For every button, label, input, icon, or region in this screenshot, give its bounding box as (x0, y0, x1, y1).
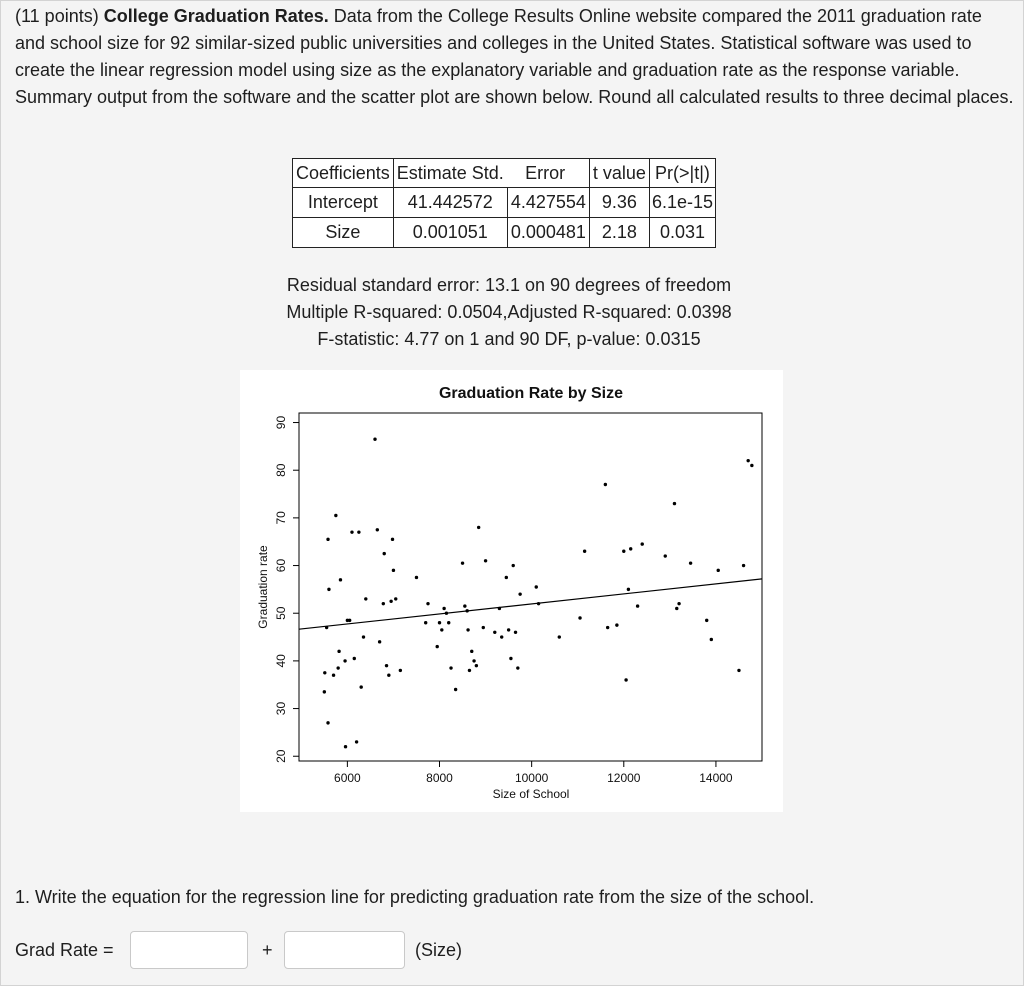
question-intro (15, 3, 1015, 111)
table-header-cell: Coefficients (293, 159, 394, 188)
data-point (475, 664, 478, 667)
table-cell: 0.031 (649, 218, 715, 248)
data-point (558, 635, 561, 638)
data-point (325, 626, 328, 629)
data-point (537, 602, 540, 605)
table-row (293, 188, 716, 218)
data-point (336, 666, 339, 669)
data-point (622, 550, 625, 553)
table-header-cell: Error (507, 159, 589, 188)
data-point (500, 635, 503, 638)
data-point (624, 678, 627, 681)
data-point (323, 671, 326, 674)
data-point (470, 650, 473, 653)
data-point (426, 602, 429, 605)
data-point (389, 600, 392, 603)
data-point (362, 635, 365, 638)
data-point (482, 626, 485, 629)
data-point (742, 564, 745, 567)
table-cell: 41.442572 (393, 188, 507, 218)
data-point (392, 569, 395, 572)
intercept-input[interactable] (130, 931, 248, 969)
regression-summary (241, 272, 777, 353)
table-header-cell: Pr(>|t|) (649, 159, 715, 188)
table-cell: 0.001051 (393, 218, 507, 248)
question-title: College Graduation Rates. (103, 6, 329, 26)
data-point (465, 609, 468, 612)
data-point (468, 669, 471, 672)
data-point (357, 530, 360, 533)
data-point (353, 657, 356, 660)
chart-title: Graduation Rate by Size (438, 385, 624, 402)
y-tick-label: 40 (274, 654, 288, 668)
data-point (445, 612, 448, 615)
data-point (378, 640, 381, 643)
scatter-plot-svg (240, 370, 783, 812)
data-point (750, 464, 753, 467)
data-point (641, 542, 644, 545)
data-point (343, 659, 346, 662)
data-point (615, 623, 618, 626)
data-point (385, 664, 388, 667)
data-point (387, 673, 390, 676)
data-point (326, 721, 329, 724)
grad-rate-label: Grad Rate = (15, 940, 114, 960)
question-text: Data from the College Results Online website compared the 2011 graduation rate and school size for 92 similar-sized public universities and colleges in the United States. Statistical software was used to create the linear regression model using size as the explanatory variable and graduation rate as the response variable. Summary output from the software and the scatter plot are shown below. Round all calculated results to three decimal places. (15, 6, 1014, 107)
slope-input[interactable] (284, 931, 405, 969)
data-point (710, 638, 713, 641)
data-point (350, 530, 353, 533)
data-point (477, 526, 480, 529)
summary-line: Multiple R-squared: 0.0504,Adjusted R-squared: 0.0398 (286, 302, 732, 322)
data-point (636, 604, 639, 607)
data-point (454, 688, 457, 691)
data-point (332, 673, 335, 676)
data-point (629, 547, 632, 550)
table-header-row (293, 159, 716, 188)
data-point (689, 561, 692, 564)
question-points: (11 points) (15, 6, 99, 26)
x-axis-label: Size of School (492, 787, 570, 801)
data-point (583, 550, 586, 553)
data-point (717, 569, 720, 572)
summary-line: F-statistic: 4.77 on 1 and 90 DF, p-value: 0.0315 (317, 329, 701, 349)
data-point (373, 438, 376, 441)
data-point (359, 685, 362, 688)
x-tick-label: 14000 (699, 771, 733, 785)
y-tick-label: 50 (274, 606, 288, 620)
data-point (344, 745, 347, 748)
data-point (675, 607, 678, 610)
data-point (737, 669, 740, 672)
data-point (337, 650, 340, 653)
y-tick-label: 30 (274, 701, 288, 716)
data-point (415, 576, 418, 579)
y-tick-label: 20 (274, 749, 288, 763)
data-point (436, 645, 439, 648)
data-point (518, 592, 521, 595)
data-point (399, 669, 402, 672)
data-point (339, 578, 342, 581)
data-point (447, 621, 450, 624)
data-point (578, 616, 581, 619)
table-cell: Intercept (293, 188, 394, 218)
data-point (484, 559, 487, 562)
data-point (442, 607, 445, 610)
y-tick-label: 60 (274, 558, 288, 573)
data-point (383, 552, 386, 555)
x-tick-label: 6000 (334, 771, 361, 785)
y-tick-label: 70 (274, 511, 288, 525)
data-point (604, 483, 607, 486)
y-tick-label: 80 (274, 463, 288, 477)
coefficients-table (292, 158, 716, 248)
data-point (394, 597, 397, 600)
data-point (516, 666, 519, 669)
data-point (535, 585, 538, 588)
data-point (382, 602, 385, 605)
data-point (512, 564, 515, 567)
table-cell: 6.1e-15 (649, 188, 715, 218)
data-point (746, 459, 749, 462)
scatter-plot (240, 370, 783, 812)
data-point (472, 659, 475, 662)
data-point (466, 628, 469, 631)
data-point (664, 554, 667, 557)
table-cell: 2.18 (589, 218, 649, 248)
table-header-cell: Estimate Std. (393, 159, 507, 188)
data-point (673, 502, 676, 505)
data-point (463, 604, 466, 607)
data-point (364, 597, 367, 600)
data-point (440, 628, 443, 631)
regression-line (299, 579, 762, 629)
data-point (509, 657, 512, 660)
data-point (376, 528, 379, 531)
data-point (438, 621, 441, 624)
data-point (507, 628, 510, 631)
data-point (498, 607, 501, 610)
data-point (493, 631, 496, 634)
data-point (424, 621, 427, 624)
data-point (606, 626, 609, 629)
data-point (327, 588, 330, 591)
table-cell: 4.427554 (507, 188, 589, 218)
data-point (505, 576, 508, 579)
summary-line: Residual standard error: 13.1 on 90 degrees of freedom (286, 275, 732, 295)
data-point (334, 514, 337, 517)
sub-question-text: 1. Write the equation for the regression line for predicting graduation rate from the size of the school. (15, 887, 815, 907)
y-axis-label: Graduation rate (256, 545, 270, 629)
data-point (348, 619, 351, 622)
table-row (293, 218, 716, 248)
size-suffix-label: (Size) (415, 940, 463, 960)
data-point (355, 740, 358, 743)
table-header-cell: t value (589, 159, 649, 188)
x-tick-label: 8000 (426, 771, 453, 785)
data-point (323, 690, 326, 693)
data-point (705, 619, 708, 622)
x-tick-label: 12000 (607, 771, 641, 785)
plus-sign: + (262, 940, 273, 960)
table-cell: 9.36 (589, 188, 649, 218)
data-point (449, 666, 452, 669)
data-point (677, 602, 680, 605)
data-point (627, 588, 630, 591)
data-point (326, 538, 329, 541)
y-tick-label: 90 (274, 415, 288, 430)
table-cell: 0.000481 (507, 218, 589, 248)
data-point (461, 561, 464, 564)
answer-row (15, 931, 615, 971)
table-cell: Size (293, 218, 394, 248)
data-point (514, 631, 517, 634)
x-tick-label: 10000 (514, 771, 549, 785)
data-point (391, 538, 394, 541)
